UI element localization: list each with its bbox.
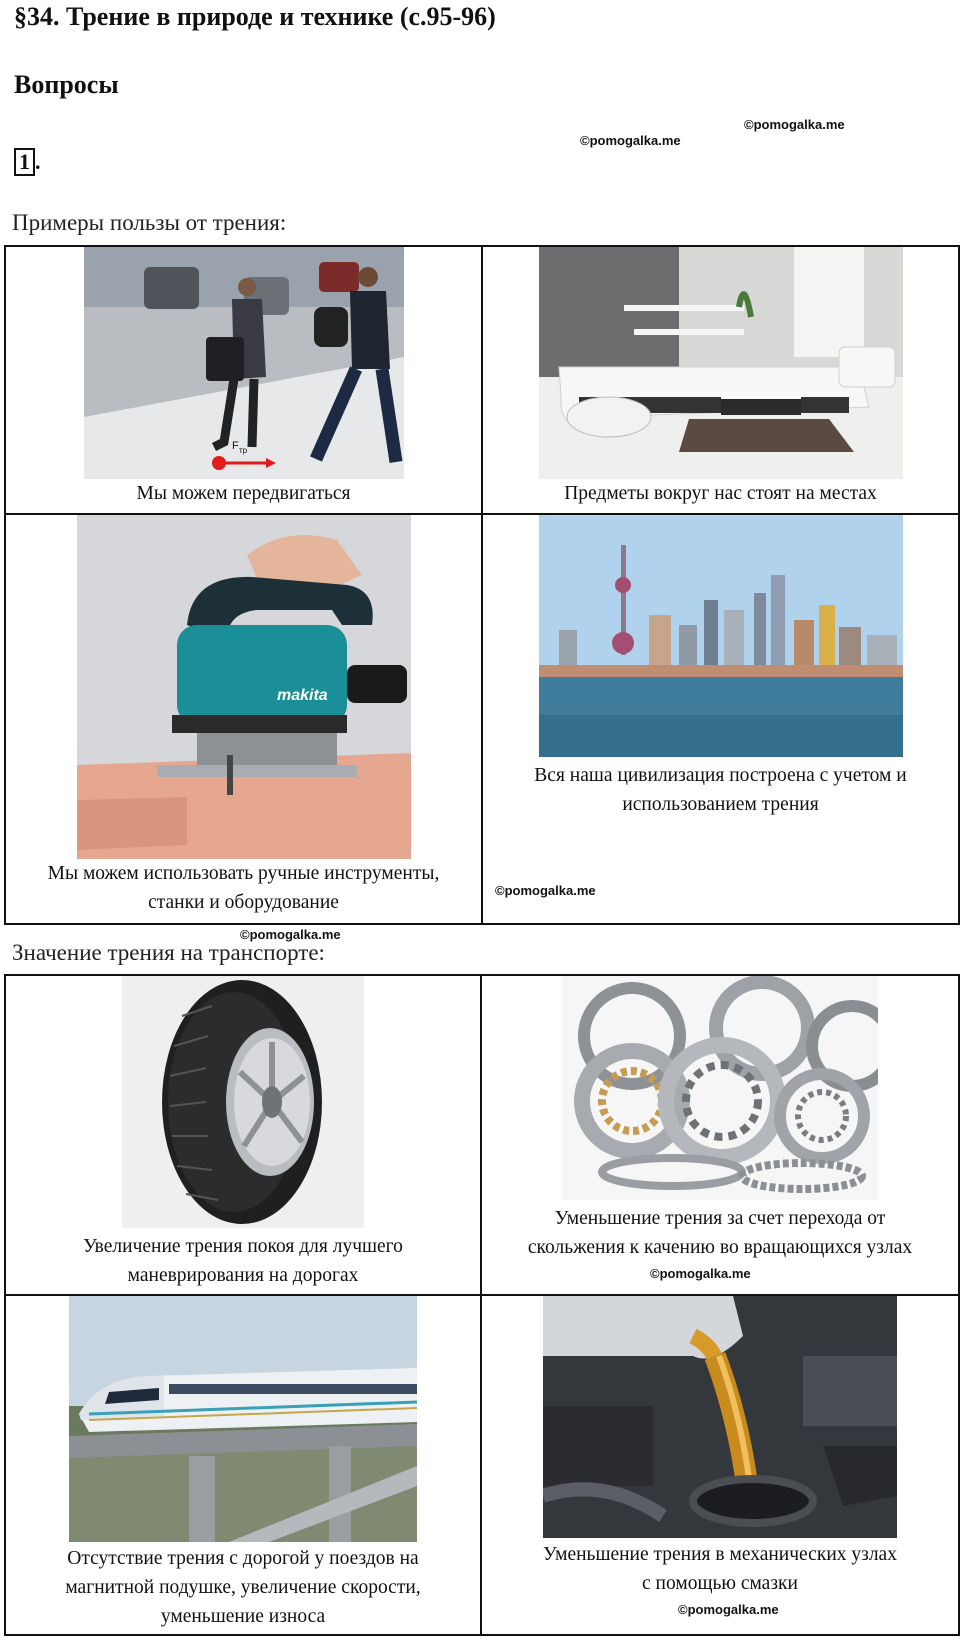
benefit-caption bbox=[6, 859, 481, 917]
watermark: ©pomogalka.me bbox=[580, 133, 681, 148]
bearings-image bbox=[562, 976, 878, 1200]
transport-cell-tire bbox=[5, 975, 481, 1295]
pedestrians-image bbox=[84, 247, 404, 479]
force-subscript: тр bbox=[238, 446, 247, 455]
transport-caption bbox=[482, 1540, 958, 1598]
living-room-image bbox=[539, 247, 903, 479]
caption-line: Уменьшение трения в механических узлах bbox=[543, 1544, 897, 1565]
skyline-image bbox=[539, 515, 903, 757]
benefit-caption: Предметы вокруг нас стоят на местах bbox=[564, 483, 877, 504]
transport-cell-maglev bbox=[5, 1295, 481, 1635]
maglev-train-image bbox=[69, 1296, 417, 1542]
benefit-cell-walking bbox=[5, 246, 482, 514]
transport-section-title: Значение трения на транспорте: bbox=[12, 940, 325, 965]
transport-cell-bearings bbox=[481, 975, 959, 1295]
question-number-box: 1 bbox=[14, 148, 35, 176]
transport-caption bbox=[6, 1232, 480, 1290]
tire-image bbox=[122, 976, 364, 1228]
transport-caption bbox=[482, 1204, 958, 1262]
caption-line: магнитной подушке, увеличение скорости, bbox=[65, 1577, 421, 1598]
page-title: §34. Трение в природе и технике (с.95-96) bbox=[14, 2, 496, 31]
question-number-dot: . bbox=[35, 149, 41, 174]
question-number bbox=[14, 148, 41, 176]
caption-line: маневрирования на дорогах bbox=[127, 1265, 359, 1286]
caption-line: использованием трения bbox=[622, 794, 819, 815]
watermark: ©pomogalka.me bbox=[240, 927, 341, 942]
caption-line: Уменьшение трения за счет перехода от bbox=[554, 1208, 886, 1229]
caption-line: Отсутствие трения с дорогой у поездов на bbox=[67, 1548, 419, 1569]
watermark: ©pomogalka.me bbox=[495, 883, 596, 898]
transport-caption bbox=[6, 1544, 480, 1631]
watermark: ©pomogalka.me bbox=[744, 117, 845, 132]
caption-line: скольжения к качению во вращающихся узлах bbox=[527, 1237, 913, 1258]
benefit-caption bbox=[483, 761, 958, 819]
section-heading: Вопросы bbox=[14, 70, 119, 99]
force-label: F bbox=[231, 440, 239, 452]
oil-pouring-image bbox=[543, 1296, 897, 1538]
benefit-cell-tools bbox=[5, 514, 482, 924]
caption-line: уменьшение износа bbox=[160, 1606, 326, 1627]
caption-line: станки и оборудование bbox=[148, 892, 339, 913]
benefit-cell-civilization bbox=[482, 514, 959, 924]
jigsaw-image bbox=[77, 515, 411, 859]
transport-cell-lubrication bbox=[481, 1295, 959, 1635]
caption-line: Вся наша цивилизация построена с учетом и bbox=[534, 765, 907, 786]
benefit-caption: Мы можем передвигаться bbox=[136, 483, 351, 504]
benefit-cell-furniture bbox=[482, 246, 959, 514]
watermark: ©pomogalka.me bbox=[678, 1602, 779, 1617]
benefits-table bbox=[4, 245, 960, 925]
transport-table bbox=[4, 974, 960, 1636]
caption-line: Увеличение трения покоя для лучшего bbox=[83, 1236, 403, 1257]
makita-logo: makita bbox=[276, 687, 328, 704]
caption-line: Мы можем использовать ручные инструменты, bbox=[47, 863, 440, 884]
caption-line: с помощью смазки bbox=[642, 1573, 798, 1594]
benefits-section-title: Примеры пользы от трения: bbox=[12, 210, 287, 235]
watermark: ©pomogalka.me bbox=[650, 1266, 751, 1281]
